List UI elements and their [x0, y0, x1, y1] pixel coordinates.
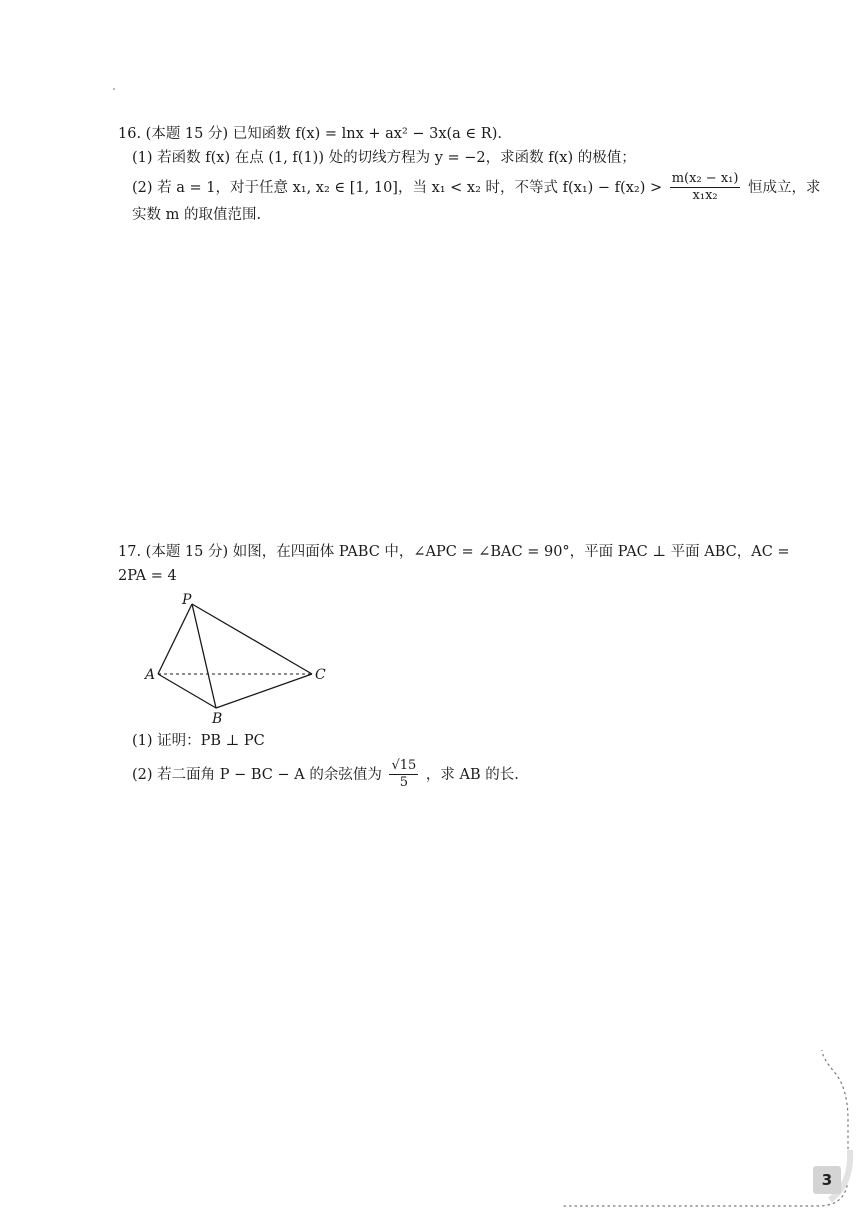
- fraction-numerator: m(x₂ − x₁): [670, 171, 741, 188]
- dotted-page-corner: [560, 1050, 868, 1227]
- edge-pc: [192, 604, 312, 674]
- question-16-part-2-text: (2) 若 a = 1，对于任意 x₁, x₂ ∈ [1, 10]，当 x₁ < x₂ 时，不等式 f(x₁) − f(x₂) >: [132, 179, 663, 196]
- question-16-header: 16. (本题 15 分) 已知函数 f(x) = lnx + ax² − 3x(a ∈ R).: [118, 126, 502, 142]
- vertex-label-a: A: [145, 667, 156, 683]
- question-16: [118, 123, 821, 228]
- tetrahedron-diagram: [140, 590, 340, 725]
- edge-pb: [192, 604, 216, 708]
- fraction-denominator: x₁x₂: [692, 188, 718, 204]
- question-16-part-2-continuation: 实数 m 的取值范围.: [132, 207, 262, 224]
- question-16-part-1: (1) 若函数 f(x) 在点 (1, f(1)) 处的切线方程为 y = −2，求函数 f(x) 的极值；: [132, 149, 636, 166]
- edge-bc: [216, 674, 312, 708]
- edge-ab: [158, 674, 216, 708]
- page-number: 3: [813, 1166, 841, 1194]
- vertex-label-p: P: [182, 592, 192, 608]
- question-16-part-2-tail: 恒成立，求: [748, 179, 821, 196]
- fraction-numerator: √15: [389, 758, 418, 775]
- question-17-part-1: (1) 证明：PB ⊥ PC: [132, 733, 265, 749]
- question-17-part-2-text: (2) 若二面角 P − BC − A 的余弦值为: [132, 766, 382, 783]
- question-17-header: 17. (本题 15 分) 如图，在四面体 PABC 中，∠APC = ∠BAC = 90°，平面 PAC ⊥ 平面 ABC，AC =: [118, 544, 790, 560]
- fraction-denominator: 5: [399, 775, 409, 791]
- fraction: [389, 758, 418, 792]
- question-17-header-cont: 2PA = 4: [118, 567, 177, 584]
- fraction: [670, 171, 741, 205]
- question-17-part-2: [132, 758, 519, 792]
- question-17: [118, 541, 790, 589]
- question-17-part-2-tail: ，求 AB 的长.: [425, 766, 519, 783]
- vertex-label-b: B: [212, 711, 223, 725]
- scan-speck: [113, 88, 115, 90]
- tetrahedron-figure: [140, 590, 340, 725]
- edge-pa: [158, 604, 192, 674]
- question-16-part-2: [118, 170, 821, 205]
- vertex-label-c: C: [315, 667, 326, 683]
